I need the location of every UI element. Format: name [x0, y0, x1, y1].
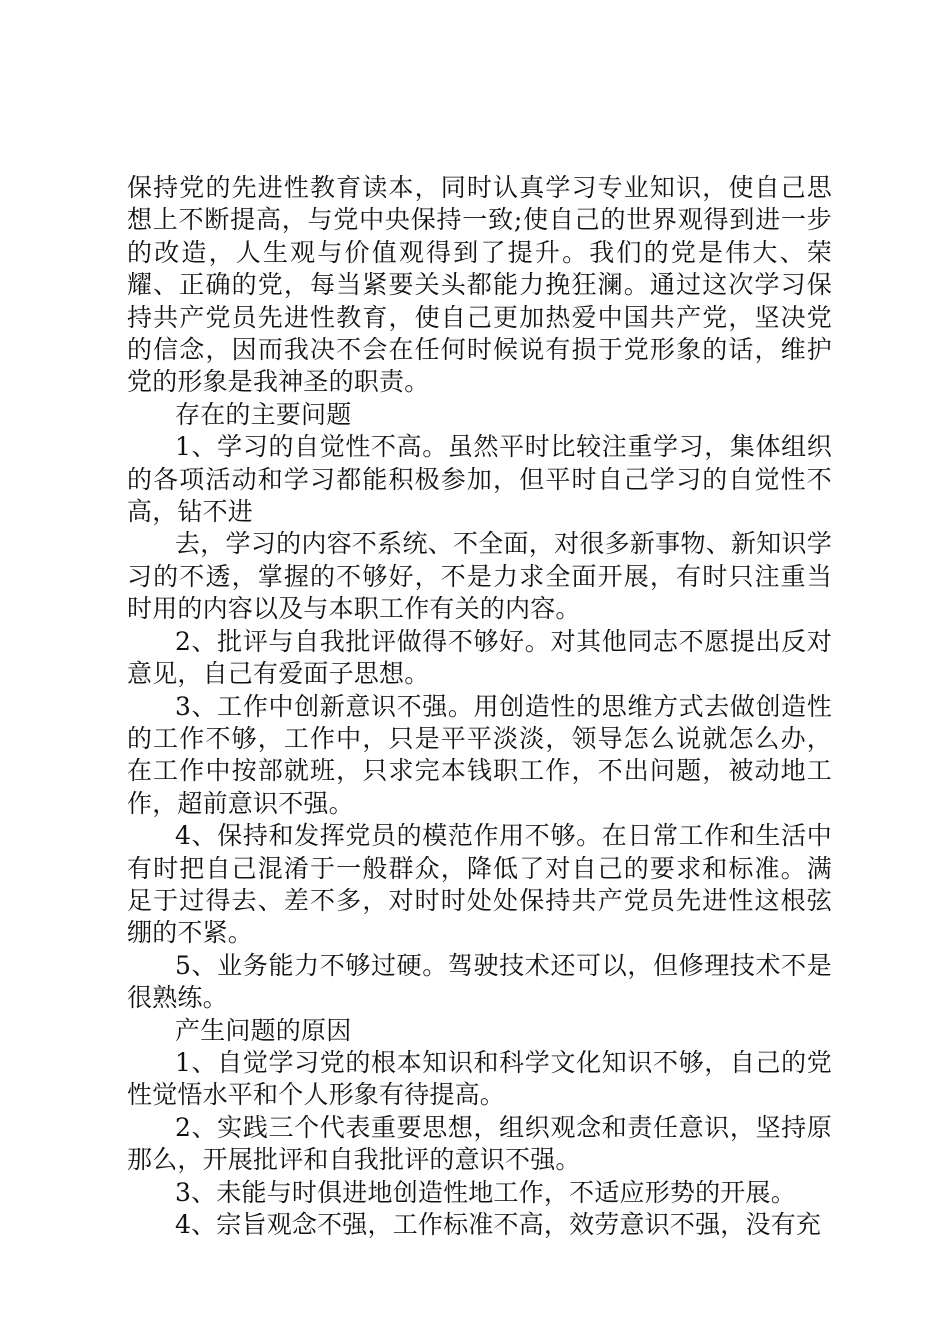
problem-item-4: 4、保持和发挥党员的模范作用不够。在日常工作和生活中有时把自己混淆于一般群众，降低了对自己的要求和标准。满足于过得去、差不多，对时时处处保持共产党员先进性这根弦绷的不紧。	[127, 821, 832, 948]
cause-item-2: 2、实践三个代表重要思想，组织观念和责任意识，坚持原那么，开展批评和自我批评的意识不强。	[127, 1112, 832, 1175]
problem-item-1: 1、学习的自觉性不高。虽然平时比较注重学习，集体组织的各项活动和学习都能积极参加，但平时自己学习的自觉性不高，钻不进	[127, 432, 832, 527]
cause-item-3: 3、未能与时俱进地创造性地工作，不适应形势的开展。	[175, 1177, 796, 1207]
section-heading-main-problems: 存在的主要问题	[175, 399, 352, 429]
cause-item-4: 4、宗旨观念不强，工作标准不高，效劳意识不强，没有充	[175, 1210, 822, 1239]
paragraph-continuation: 保持党的先进性教育读本，同时认真学习专业知识，使自己思想上不断提高，与党中央保持一致;使自己的世界观得到进一步的改造，人生观与价值观得到了提升。我们的党是伟大、荣耀、正确的党，每当紧要关头都能力挽狂澜。通过这次学习保持共产党员先进性教育，使自己更加热爱中国共产党，坚决党的信念，因而我决不会在任何时候说有损于党形象的话，维护党的形象是我神圣的职责。	[127, 173, 832, 397]
cause-item-1: 1、自觉学习党的根本知识和科学文化知识不够，自己的党性觉悟水平和个人形象有待提高。	[127, 1047, 832, 1110]
document-body	[127, 172, 832, 1241]
section-heading-causes: 产生问题的原因	[175, 1015, 352, 1045]
problem-item-1-continuation: 去，学习的内容不系统、不全面，对很多新事物、新知识学习的不透，掌握的不够好，不是力求全面开展，有时只注重当时用的内容以及与本职工作有关的内容。	[127, 529, 832, 624]
problem-item-2: 2、批评与自我批评做得不够好。对其他同志不愿提出反对意见，自己有爱面子思想。	[127, 626, 832, 689]
problem-item-5: 5、业务能力不够过硬。驾驶技术还可以，但修理技术不是很熟练。	[127, 950, 832, 1013]
problem-item-3: 3、工作中创新意识不强。用创造性的思维方式去做创造性的工作不够，工作中，只是平平淡淡，领导怎么说就怎么办，在工作中按部就班，只求完本钱职工作，不出问题，被动地工作，超前意识不强。	[127, 691, 832, 818]
